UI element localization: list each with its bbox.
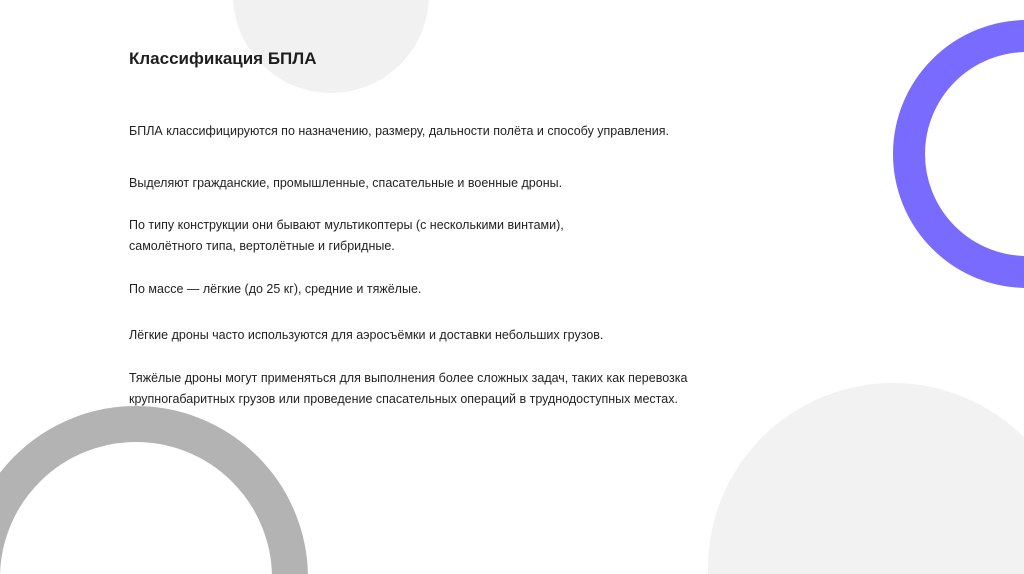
slide-title: Классификация БПЛА [129, 49, 317, 68]
decorative-grey-circle [233, 0, 429, 93]
paragraph-drone-types [129, 173, 562, 194]
paragraph-line: Выделяют гражданские, промышленные, спасательные и военные дроны. [129, 176, 563, 190]
paragraph-line: самолётного типа, вертолётные и гибридные. [129, 239, 395, 253]
paragraph-heavy-drones [129, 368, 687, 410]
paragraph-construction [129, 215, 564, 257]
paragraph-light-drones [129, 325, 603, 346]
paragraph-line: По массе — лёгкие (до 25 кг), средние и тяжёлые. [129, 282, 422, 296]
paragraph-line: крупногабаритных грузов или проведение спасательных операций в труднодоступных местах. [129, 392, 678, 406]
decorative-grey-ring [0, 406, 308, 574]
decorative-purple-arc [893, 20, 1024, 288]
paragraph-line: Лёгкие дроны часто используются для аэросъёмки и доставки небольших грузов. [129, 328, 604, 342]
paragraph-classification [129, 121, 669, 142]
paragraph-mass [129, 279, 421, 300]
paragraph-line: По типу конструкции они бывают мультикоптеры (с несколькими винтами), [129, 218, 564, 232]
paragraph-line: БПЛА классифицируются по назначению, размеру, дальности полёта и способу управления. [129, 124, 669, 138]
decorative-light-circle [708, 383, 1024, 574]
paragraph-line: Тяжёлые дроны могут применяться для выполнения более сложных задач, таких как перевозка [129, 371, 688, 385]
